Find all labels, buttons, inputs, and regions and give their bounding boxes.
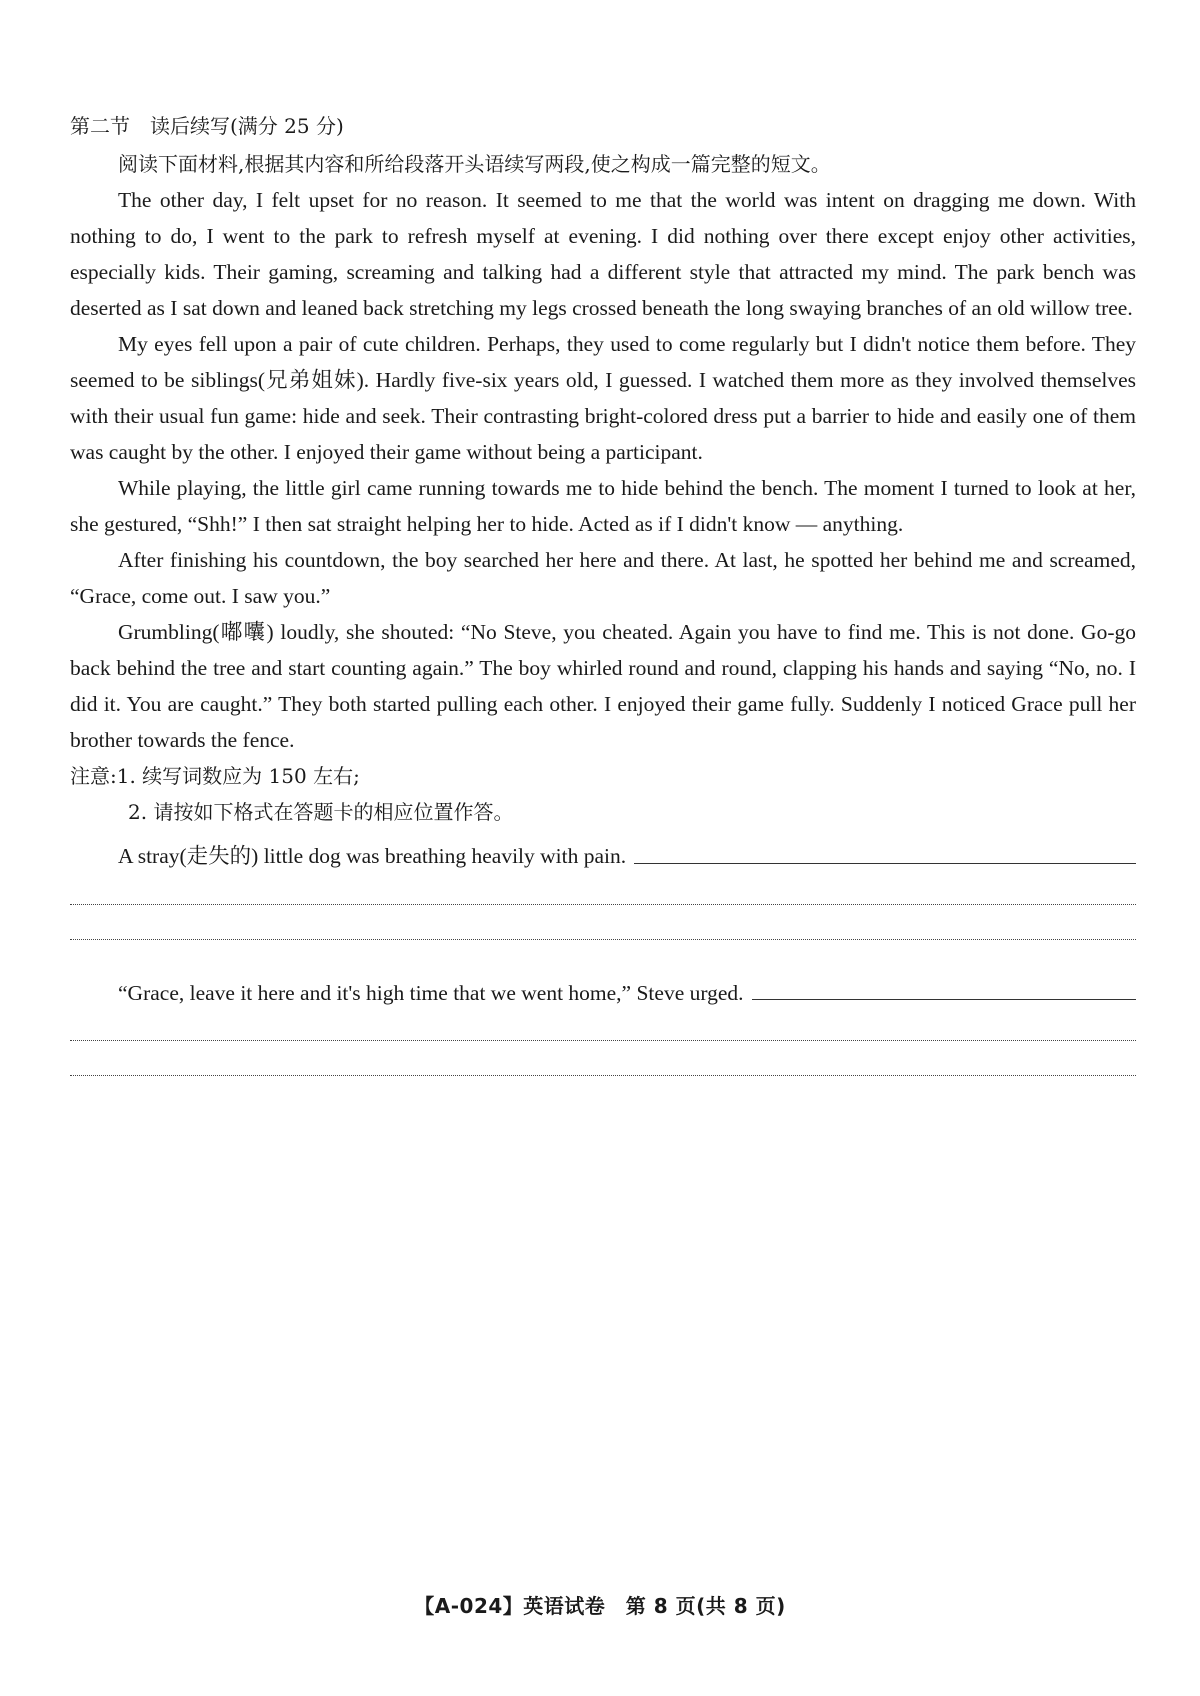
continuation-block-2 xyxy=(70,968,1136,1076)
writing-line[interactable] xyxy=(70,905,1136,940)
section-heading xyxy=(70,112,1136,140)
notes-block xyxy=(70,758,1136,830)
writing-line[interactable] xyxy=(70,870,1136,905)
prompt-opening-1: A stray(走失的) little dog was breathing heavily with pain. xyxy=(118,844,627,868)
passage-paragraph-3: While playing, the little girl came running towards me to hide behind the bench. The moment I turned to look at her, she gestured, “Shh!” I then sat straight helping her to hide. Acted as if I didn't know — anything. xyxy=(70,476,1136,536)
passage-paragraph-4: After finishing his countdown, the boy searched her here and there. At last, he spotted her behind me and screamed, “Grace, come out. I saw you.” xyxy=(70,548,1136,608)
answer-blank-1[interactable] xyxy=(634,862,1136,864)
passage-paragraph-2: My eyes fell upon a pair of cute children. Perhaps, they used to come regularly but I didn't notice them before. They seemed to be siblings(兄弟姐妹). Hardly five-six years old, I guessed. I watched them more as they involved themselves with their usual fun game: hide and seek. Their contrasting bright-colored dress put a barrier to hide and easily one of them was caught by the other. I enjoyed their game without being a participant. xyxy=(70,332,1136,464)
instruction-text: 阅读下面材料,根据其内容和所给段落开头语续写两段,使之构成一篇完整的短文。 xyxy=(118,152,831,176)
page-footer: 【A-024】英语试卷 第 8 页(共 8 页) xyxy=(414,1594,786,1618)
passage-paragraph-1: The other day, I felt upset for no reason. It seemed to me that the world was intent on dragging me down. With nothing to do, I went to the park to refresh myself at evening. I did nothing over there except enjoy other activities, especially kids. Their gaming, screaming and talking had a different style that attracted my mind. The park bench was deserted as I sat down and leaned back stretching my legs crossed beneath the long swaying branches of an old willow tree. xyxy=(70,188,1136,320)
writing-line[interactable] xyxy=(70,1006,1136,1041)
prompt-opening-2: “Grace, leave it here and it's high time that we went home,” Steve urged. xyxy=(118,981,744,1005)
prompt-line-2 xyxy=(70,968,1136,1006)
exam-page xyxy=(70,112,1136,1076)
prompt-line-1 xyxy=(70,832,1136,870)
continuation-block-1 xyxy=(70,832,1136,940)
section-label: 第二节 xyxy=(70,114,130,138)
passage-paragraph-5: Grumbling(嘟囔) loudly, she shouted: “No Steve, you cheated. Again you have to find me. This is not done. Go-go back behind the tree and start counting again.” The boy whirled round and round, clapping his hands and saying “No, no. I did it. You are caught.” They both started pulling each other. I enjoyed their game fully. Suddenly I noticed Grace pull her brother towards the fence. xyxy=(70,620,1136,752)
writing-line[interactable] xyxy=(70,1041,1136,1076)
section-title: 读后续写(满分 25 分) xyxy=(150,114,344,138)
note-word-count: 注意:1. 续写词数应为 150 左右; xyxy=(70,764,360,788)
answer-blank-2[interactable] xyxy=(752,998,1136,1000)
note-format: 2. 请按如下格式在答题卡的相应位置作答。 xyxy=(128,800,514,824)
